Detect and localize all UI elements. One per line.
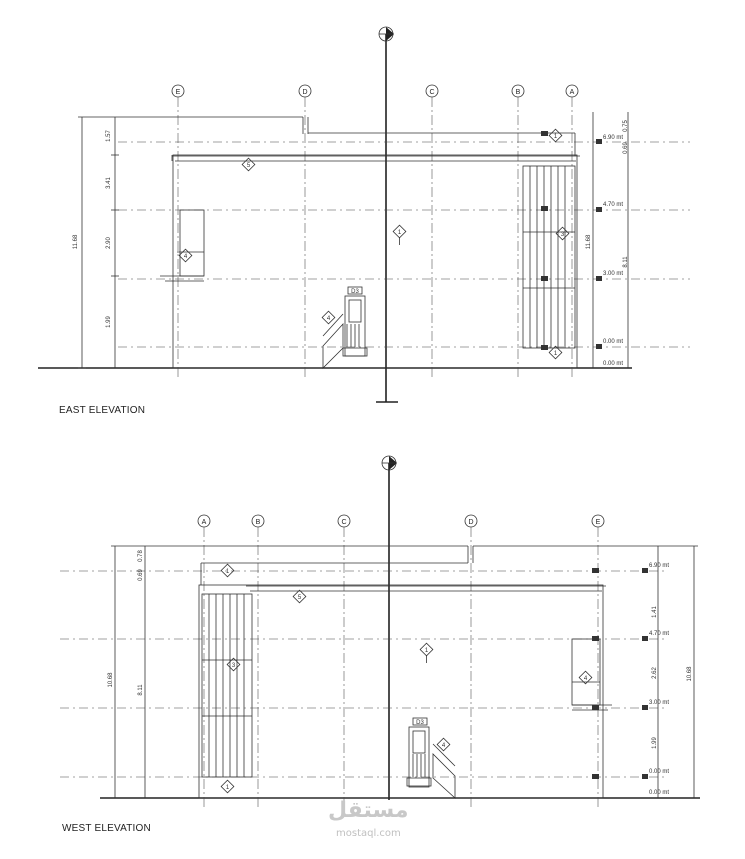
svg-text:4: 4: [583, 676, 588, 682]
dim-left-1: 1.57: [106, 130, 112, 142]
grid-label-e: E: [595, 519, 601, 526]
dim-left-total: 10.68: [108, 672, 114, 688]
door-tag-d3: D3: [351, 289, 359, 295]
svg-text:1: 1: [225, 785, 230, 791]
east-material-tags: [179, 129, 569, 359]
east-elevation-caption: EAST ELEVATION: [59, 405, 146, 416]
svg-text:4: 4: [326, 316, 331, 322]
svg-text:5: 5: [246, 163, 251, 169]
east-grid-labels: [172, 85, 578, 97]
grid-label-d: D: [302, 89, 308, 96]
watermark-logo: مستقل: [328, 798, 409, 823]
svg-text:5: 5: [297, 595, 302, 601]
dim-right-4: 8.11: [623, 256, 629, 268]
svg-text:1: 1: [553, 134, 558, 140]
dim-right-2: 0.69: [623, 142, 629, 154]
dim-right-1: 0.75: [623, 120, 629, 132]
svg-text:4: 4: [441, 743, 446, 749]
dim-right-2: 2.62: [652, 667, 658, 679]
east-elevation: [38, 27, 690, 402]
dim-left-1: 0.78: [138, 550, 144, 562]
level-label: 0.00 mt: [649, 790, 670, 796]
grid-label-c: C: [341, 519, 347, 526]
svg-text:3: 3: [560, 232, 565, 238]
level-label: 0.00 mt: [649, 769, 670, 775]
grid-label-d: D: [468, 519, 474, 526]
door-tag-d3: D3: [416, 720, 424, 726]
level-label: 3.00 mt: [603, 271, 624, 277]
grid-label-b: B: [515, 89, 521, 96]
dim-right-3: 1.99: [652, 737, 658, 749]
grid-label-c: C: [429, 89, 435, 96]
svg-text:1: 1: [424, 648, 429, 654]
grid-label-a: A: [569, 89, 575, 96]
level-label: 0.00 mt: [603, 339, 624, 345]
dim-left-4: 1.99: [106, 316, 112, 328]
svg-text:1: 1: [225, 569, 230, 575]
dim-left-total: 11.68: [73, 234, 79, 250]
west-material-tags: [221, 564, 592, 793]
level-label: 4.70 mt: [649, 631, 670, 637]
level-label: 3.00 mt: [649, 700, 670, 706]
grid-label-e: E: [175, 89, 181, 96]
grid-label-b: B: [255, 519, 261, 526]
dim-left-2: 3.41: [106, 177, 112, 189]
dim-right-total: 10.68: [687, 666, 693, 682]
dim-right-3: 11.68: [586, 234, 592, 250]
level-label: 4.70 mt: [603, 202, 624, 208]
svg-text:1: 1: [397, 230, 402, 236]
svg-text:4: 4: [183, 254, 188, 260]
level-label: 6.90 mt: [603, 135, 624, 141]
dim-left-sub: 8.11: [138, 684, 144, 696]
watermark-url: mostaql.com: [336, 828, 401, 839]
svg-text:1: 1: [553, 351, 558, 357]
grid-label-a: A: [201, 519, 207, 526]
level-label: 0.00 mt: [603, 361, 624, 367]
level-label: 6.90 mt: [649, 563, 670, 569]
dim-right-1: 1.41: [652, 606, 658, 618]
west-grid-labels: [198, 515, 604, 527]
svg-text:3: 3: [231, 663, 236, 669]
west-elevation: [60, 456, 700, 808]
dim-left-2: 0.69: [138, 569, 144, 581]
dim-left-3: 2.90: [106, 237, 112, 249]
west-elevation-caption: WEST ELEVATION: [62, 823, 151, 834]
